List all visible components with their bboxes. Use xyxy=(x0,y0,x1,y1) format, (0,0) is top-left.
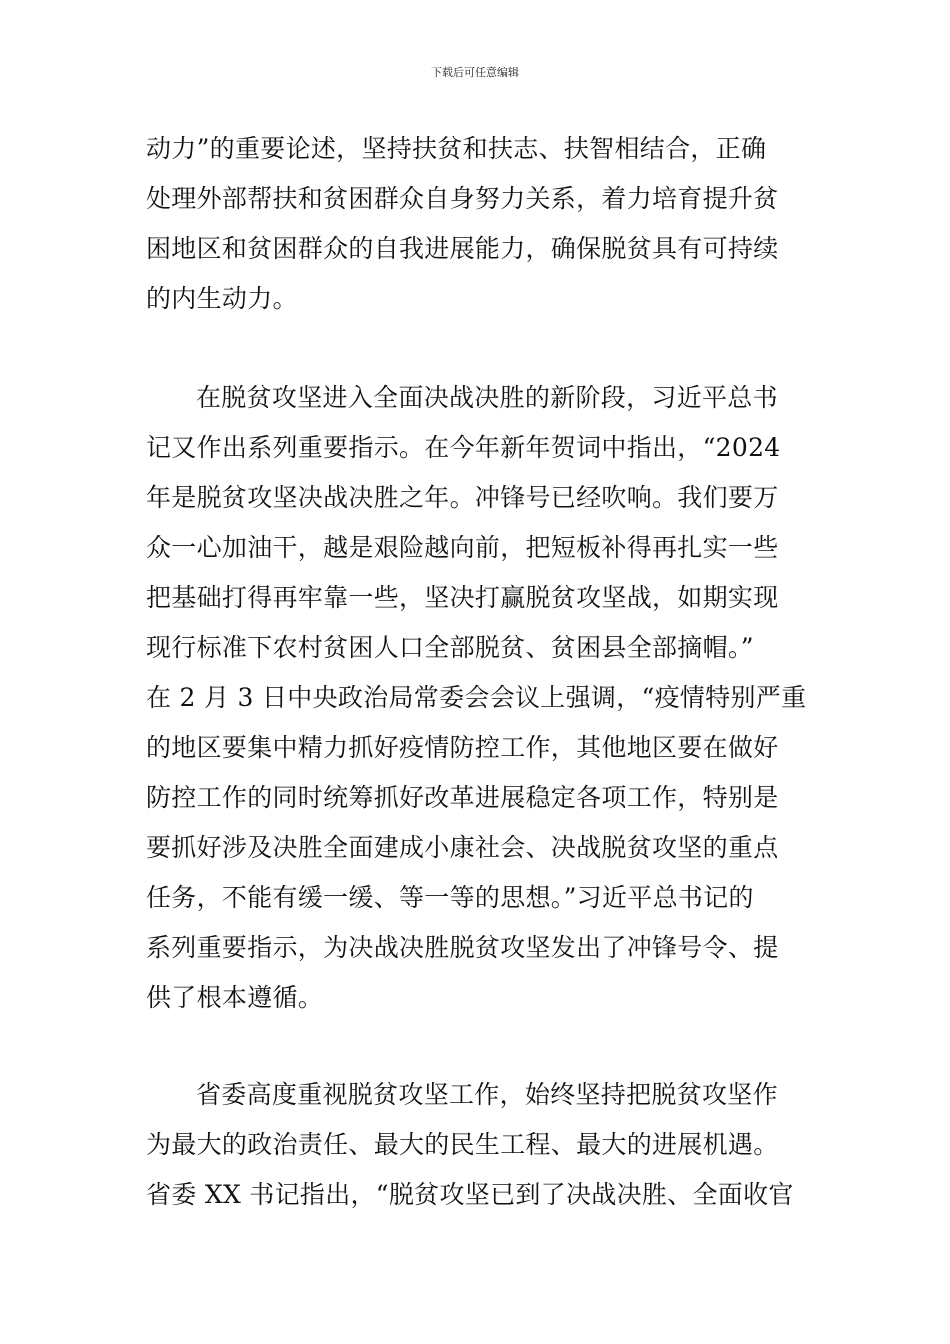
text-line: 的地区要集中精力抓好疫情防控工作，其他地区要在做好 xyxy=(146,733,779,762)
text-line: 为最大的政治责任、最大的民生工程、最大的进展机遇。 xyxy=(146,1130,779,1159)
text-line: 众一心加油干，越是艰险越向前，把短板补得再扎实一些 xyxy=(146,533,779,562)
text-line: 省委 XX 书记指出，“脱贫攻坚已到了决战决胜、全面收官 xyxy=(146,1180,794,1209)
text-line: 要抓好涉及决胜全面建成小康社会、决战脱贫攻坚的重点 xyxy=(146,833,779,862)
text-line: 现行标准下农村贫困人口全部脱贫、贫困县全部摘帽。” xyxy=(146,633,754,662)
text-line: 省委高度重视脱贫攻坚工作，始终坚持把脱贫攻坚作 xyxy=(196,1080,778,1109)
text-line: 的内生动力。 xyxy=(146,284,298,313)
paragraph-2 xyxy=(146,373,810,1023)
text-line: 处理外部帮扶和贫困群众自身努力关系，着力培育提升贫 xyxy=(146,184,779,213)
paragraph-1 xyxy=(146,124,810,324)
text-line: 记又作出系列重要指示。在今年新年贺词中指出，“2024 xyxy=(146,433,781,462)
text-line: 任务，不能有缓一缓、等一等的思想。”习近平总书记的 xyxy=(146,883,754,912)
text-line: 年是脱贫攻坚决战决胜之年。冲锋号已经吹响。我们要万 xyxy=(146,483,779,512)
text-line: 系列重要指示，为决战决胜脱贫攻坚发出了冲锋号令、提 xyxy=(146,933,779,962)
text-line: 在 2 月 3 日中央政治局常委会会议上强调，“疫情特别严重 xyxy=(146,683,807,712)
text-line: 动力”的重要论述，坚持扶贫和扶志、扶智相结合，正确 xyxy=(146,134,767,163)
text-line: 困地区和贫困群众的自我进展能力，确保脱贫具有可持续 xyxy=(146,234,779,263)
text-line: 把基础打得再牢靠一些，坚决打赢脱贫攻坚战，如期实现 xyxy=(146,583,779,612)
text-line: 防控工作的同时统筹抓好改革进展稳定各项工作，特别是 xyxy=(146,783,779,812)
paragraph-3 xyxy=(146,1070,810,1220)
text-line: 在脱贫攻坚进入全面决战决胜的新阶段，习近平总书 xyxy=(196,383,778,412)
text-line: 供了根本遵循。 xyxy=(146,983,324,1012)
page-header: 下载后可任意编辑 xyxy=(431,66,519,79)
